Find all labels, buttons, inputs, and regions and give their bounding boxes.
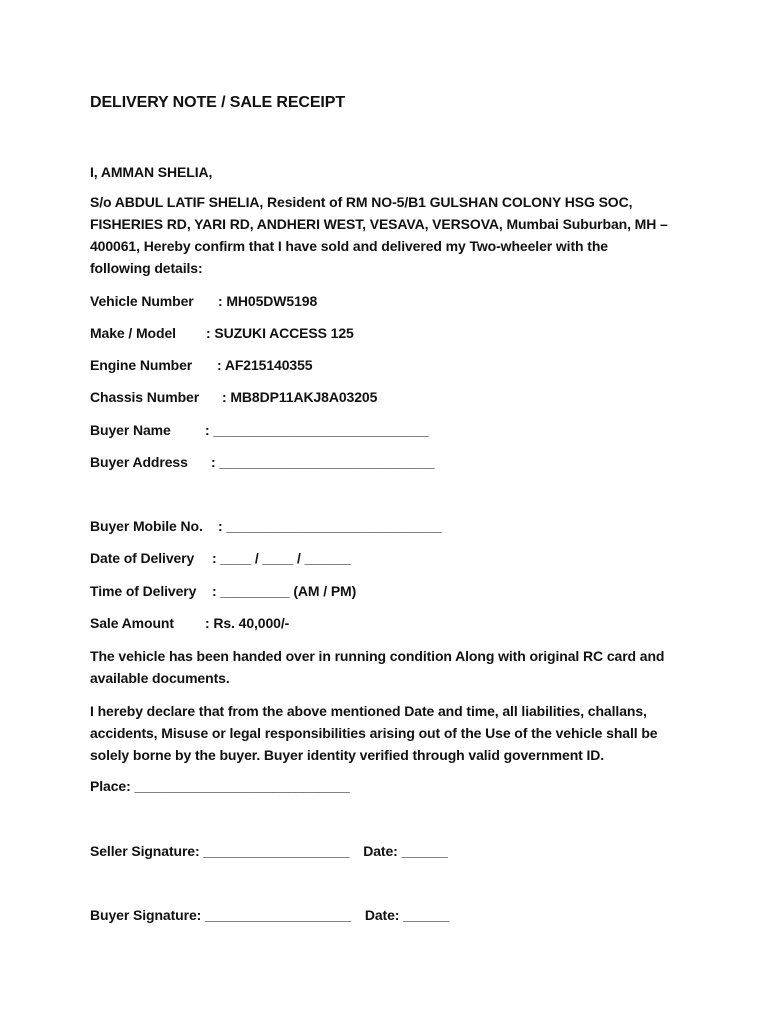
field-label: Vehicle Number xyxy=(90,293,194,309)
buyer-signature-line xyxy=(90,906,449,924)
field-label: Buyer Address xyxy=(90,454,188,470)
field-value: : ____________________________ xyxy=(211,454,435,470)
field-label: Time of Delivery xyxy=(90,583,197,599)
declaration-paragraph: I hereby declare that from the above mentioned Date and time, all liabilities, challans, accidents, Misuse or legal responsibilities arising out of the Use of the vehicle shall be solely borne by the buyer. Buyer identity verified through valid government ID. xyxy=(90,703,658,763)
intro-name: I, AMMAN SHELIA, xyxy=(90,164,213,180)
field-label: Buyer Mobile No. xyxy=(90,518,203,534)
buyer-date-label: Date: xyxy=(364,907,400,923)
field-buyer-address xyxy=(90,453,435,471)
field-value: : _________ (AM / PM) xyxy=(212,583,357,599)
field-sale-amount xyxy=(90,614,289,632)
seller-date-label: Date: xyxy=(363,843,398,859)
field-value: : ____________________________ xyxy=(205,422,429,438)
seller-signature-blank: ___________________ xyxy=(203,843,350,859)
field-value: : ____________________________ xyxy=(218,518,442,534)
field-value: : Rs. 40,000/- xyxy=(205,615,290,631)
field-label: Chassis Number xyxy=(90,389,200,405)
place-blank: ____________________________ xyxy=(134,778,350,794)
field-value: : SUZUKI ACCESS 125 xyxy=(206,325,354,341)
field-value: : MB8DP11AKJ8A03205 xyxy=(222,389,378,405)
field-buyer-name xyxy=(90,421,429,439)
field-time-of-delivery xyxy=(90,582,356,600)
field-date-of-delivery xyxy=(90,549,351,567)
field-label: Sale Amount xyxy=(90,615,174,631)
field-vehicle-number xyxy=(90,292,317,310)
seller-signature-label: Seller Signature: xyxy=(90,843,200,859)
field-make-model xyxy=(90,324,354,342)
field-label: Date of Delivery xyxy=(90,550,195,566)
document-title: DELIVERY NOTE / SALE RECEIPT xyxy=(90,94,346,111)
buyer-signature-label: Buyer Signature: xyxy=(90,907,202,923)
field-label: Make / Model xyxy=(90,325,176,341)
field-chassis-number xyxy=(90,388,377,406)
seller-signature-line xyxy=(90,842,448,860)
field-value: : MH05DW5198 xyxy=(218,293,318,309)
field-label: Buyer Name xyxy=(90,422,171,438)
intro-paragraph: S/o ABDUL LATIF SHELIA, Resident of RM NO-5/B1 GULSHAN COLONY HSG SOC, FISHERIES RD, YARI RD, ANDHERI WEST, VESAVA, VERSOVA, Mumbai Suburban, MH – 400061, Hereby confirm that I have sold and delivered my Two-wheeler with the following details: xyxy=(90,194,668,276)
field-buyer-mobile xyxy=(90,517,442,535)
buyer-signature-blank: ___________________ xyxy=(205,907,352,923)
seller-date-blank: ______ xyxy=(401,843,448,859)
field-engine-number xyxy=(90,356,312,374)
place-line xyxy=(90,777,350,795)
buyer-date-blank: ______ xyxy=(403,907,450,923)
field-value: : AF215140355 xyxy=(217,357,313,373)
field-label: Engine Number xyxy=(90,357,193,373)
place-label: Place: xyxy=(90,778,131,794)
handover-paragraph: The vehicle has been handed over in running condition Along with original RC card and available documents. xyxy=(90,648,665,686)
field-value: : ____ / ____ / ______ xyxy=(212,550,351,566)
